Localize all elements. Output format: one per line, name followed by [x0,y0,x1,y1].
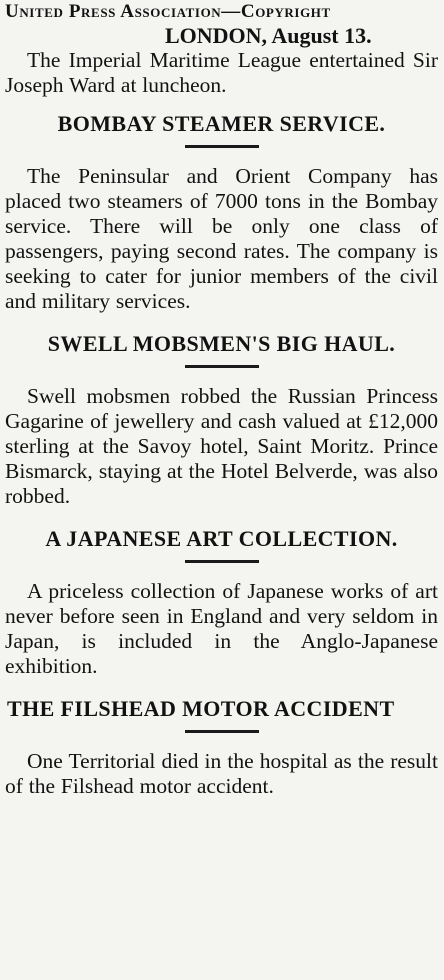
spacer [5,357,438,365]
spacer [5,552,438,560]
article-body: Swell mobsmen robbed the Russian Princess Gagarine of jewellery and cash valued at £12,000 sterling at the Savoy hotel, Saint Moritz. Prince Bismarck, staying at the Hotel Belverde, was also robbed. [5,384,438,508]
spacer [5,722,438,730]
spacer [5,368,438,384]
article-heading: A JAPANESE ART COLLECTION. [45,526,398,551]
article-body: One Territorial died in the hospital as the result of the Filshead motor accident. [5,749,438,798]
spacer [5,509,438,526]
article-heading: SWELL MOBSMEN'S BIG HAUL. [47,331,396,356]
article-filshead-accident [5,696,438,799]
article-japanese-art [5,526,438,679]
article-body: The Peninsular and Orient Company has placed two steamers of 7000 tons in the Bombay service. There will be only one class of passengers, paying second rates. The company is seeking to cater for junior members of the civil and military services. [5,164,438,313]
article-heading: BOMBAY STEAMER SERVICE. [57,111,386,136]
spacer [5,98,438,111]
article-heading: THE FILSHEAD MOTOR ACCIDENT [7,696,395,721]
spacer [5,314,438,331]
press-credit-line: United Press Association—Copyright [5,1,331,22]
spacer [5,679,438,696]
article-body: A priceless collection of Japanese works of art never before seen in England and very seldom in Japan, is included in the Anglo-Japanese exhibition. [5,579,438,678]
lead-paragraph: The Imperial Maritime League entertained Sir Joseph Ward at luncheon. [5,48,438,97]
dateline: LONDON, August 13. [165,23,372,48]
spacer [5,733,438,749]
spacer [5,137,438,145]
spacer [5,563,438,579]
article-swell-mobsmen [5,331,438,509]
spacer [5,148,438,164]
article-bombay-steamer [5,111,438,314]
